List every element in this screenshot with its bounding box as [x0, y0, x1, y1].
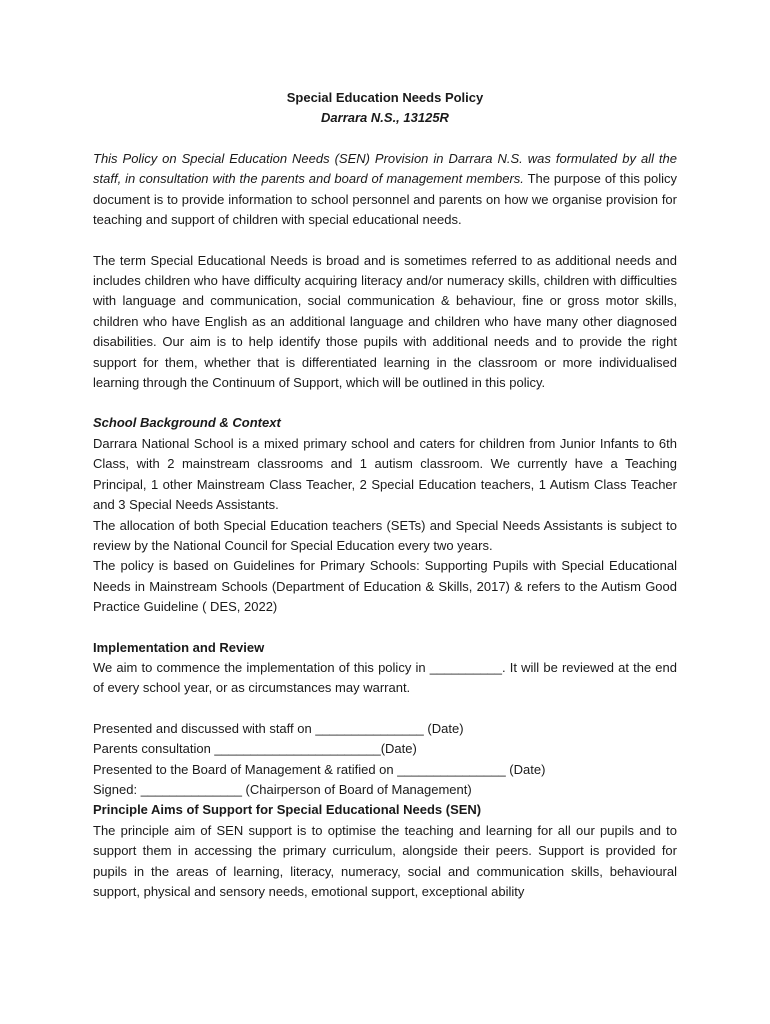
intro-rest-text: The purpose of this policy document is to provide information to school personnel and parents on how we organise provision for teaching and support of children with special educational needs. — [93, 171, 677, 228]
implementation-section — [93, 638, 677, 699]
aims-paragraph: The principle aim of SEN support is to optimise the teaching and learning for all our pupils and to support them in accessing the primary curriculum, alongside their peers. Support is provided for pupils in the areas of learning, literacy, numeracy, social and communication skills, behavioural support, physical and sensory needs, emotional support, exceptional ability — [93, 822, 677, 899]
document-title: Special Education Needs Policy — [286, 90, 484, 105]
background-heading: School Background & Context — [93, 415, 281, 431]
background-paragraph-2: The allocation of both Special Education teachers (SETs) and Special Needs Assistants is subject to review by the National Council for Special Education every two years. — [93, 517, 677, 553]
aims-section — [93, 800, 677, 902]
aims-heading: Principle Aims of Support for Special Educational Needs (SEN) — [93, 802, 482, 818]
document-subtitle: Darrara N.S., 13125R — [321, 110, 449, 125]
background-paragraph-3: The policy is based on Guidelines for Primary Schools: Supporting Pupils with Special Educational Needs in Mainstream Schools (Department of Education & Skills, 2017) & refers to the Autism Good Practice Guideline ( DES, 2022) — [93, 558, 677, 615]
implementation-heading: Implementation and Review — [93, 639, 265, 655]
signoff-staff-line: Presented and discussed with staff on _______________ (Date) — [93, 720, 464, 736]
implementation-paragraph: We aim to commence the implementation of this policy in __________. It will be reviewed at the end of every school year, or as circumstances may warrant. — [93, 659, 677, 696]
background-paragraph-1: Darrara National School is a mixed primary school and caters for children from Junior Infants to 6th Class, with 2 mainstream classrooms and 1 autism classroom. We currently have a Teaching Principal, 1 other Mainstream Class Teacher, 2 Special Education teachers, 1 Autism Class Teacher and 3 Special Needs Assistants. — [93, 435, 677, 513]
background-section — [93, 413, 677, 617]
signoff-parents-line: Parents consultation _______________________(Date) — [93, 741, 417, 757]
title-block — [93, 88, 677, 128]
document-page — [93, 88, 677, 902]
sen-term-paragraph: The term Special Educational Needs is broad and is sometimes referred to as additional needs and includes children who have difficulty acquiring literacy and/or numeracy skills, children with difficulties with language and communication, social communication & behaviour, fine or gross motor skills, children who have English as an additional language and children who have many other diagnosed disabilities. Our aim is to help identify those pupils with additional needs and to provide the right support for them, whether that is differentiated learning in the classroom or more individualised learning through the Continuum of Support, which will be outlined in this policy. — [93, 252, 677, 391]
signoff-section — [93, 719, 677, 801]
intro-paragraph — [93, 149, 677, 231]
intro-italic-text: This Policy on Special Education Needs (SEN) Provision in Darrara N.S. was formulated by all the staff, in consultation with the parents and board of management members. — [93, 151, 677, 187]
signoff-signed-line: Signed: ______________ (Chairperson of Board of Management) — [93, 781, 472, 797]
signoff-board-line: Presented to the Board of Management & ratified on _______________ (Date) — [93, 761, 546, 777]
